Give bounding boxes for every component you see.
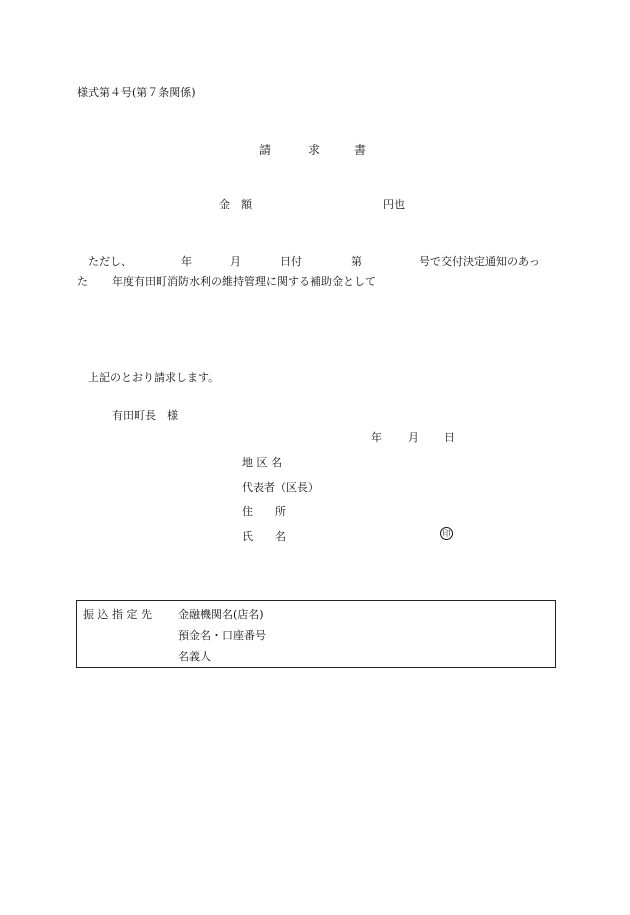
date-day: 日 [444, 431, 455, 444]
body-line2-text: 年度有田町消防水利の維持管理に関する補助金として [112, 275, 376, 288]
bank-transfer-box [76, 600, 556, 668]
address-label: 住 所 [242, 505, 286, 518]
name-label: 氏 名 [242, 530, 286, 543]
bank-holder-label: 名義人 [178, 650, 211, 663]
request-statement: 上記のとおり請求します。 [88, 371, 220, 384]
addressee: 有田町長 様 [112, 409, 178, 422]
district-label: 地 区 名 [242, 456, 282, 469]
body-line2-start: た [77, 275, 88, 288]
title-char-2: 求 [308, 143, 321, 157]
body-suffix: 号で交付決定通知のあっ [419, 255, 540, 268]
bank-heading: 振 込 指 定 先 [83, 608, 152, 621]
body-month: 月 [230, 255, 241, 268]
bank-institution-label: 金融機関名(店名) [178, 608, 264, 621]
seal-icon: 印 [440, 527, 453, 540]
date-month: 月 [408, 431, 419, 444]
date-year: 年 [371, 431, 382, 444]
body-day: 日付 [280, 255, 302, 268]
amount-unit: 円也 [383, 198, 405, 211]
title-char-1: 請 [259, 143, 272, 157]
form-number: 様式第４号(第７条関係) [77, 86, 196, 99]
bank-account-label: 預金名・口座番号 [178, 629, 266, 642]
title-char-3: 書 [354, 143, 367, 157]
amount-label: 金 額 [219, 198, 252, 211]
body-prefix: ただし、 [88, 255, 132, 268]
body-year: 年 [181, 255, 192, 268]
representative-label: 代表者（区長） [242, 481, 319, 494]
body-dai: 第 [351, 255, 362, 268]
